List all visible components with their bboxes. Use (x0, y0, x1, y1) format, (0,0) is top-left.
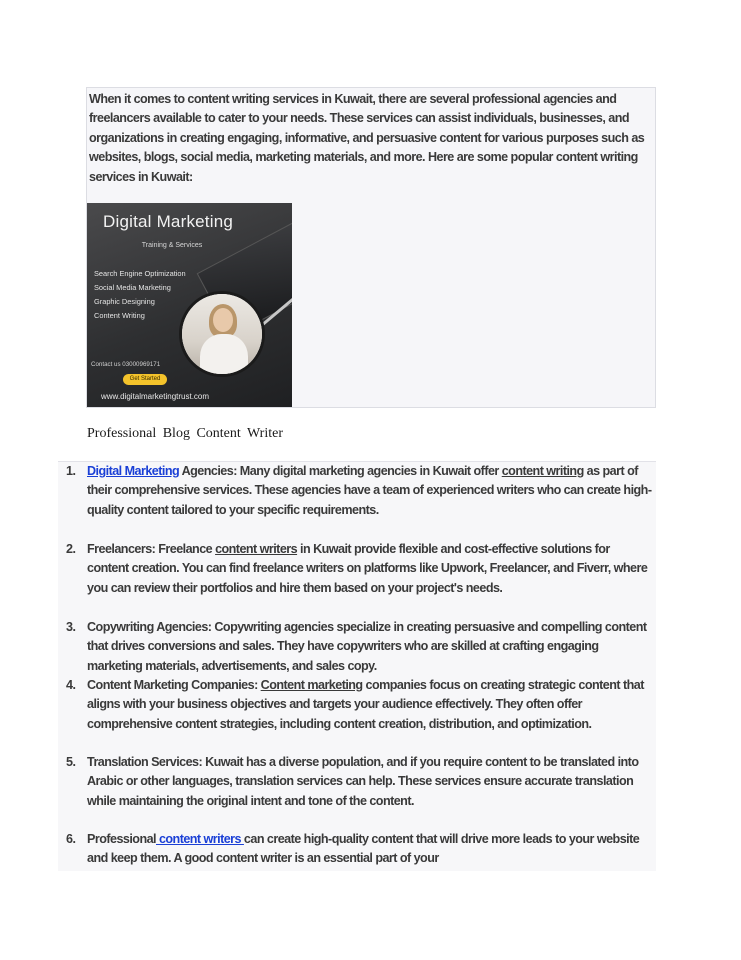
content-marketing-link[interactable]: Content marketing (260, 678, 363, 692)
banner-contact: Contact us 03000969171 (91, 361, 161, 368)
banner-subtitle: Training & Services (141, 242, 203, 249)
list-item-text: Professional content writers can create high-quality content that will drive more leads to your website and keep them. A good content writer is an essential part of your (87, 832, 640, 866)
list-number: 2. (66, 542, 76, 556)
banner-url: www.digitalmarketingtrust.com (101, 392, 210, 401)
list-item-text: Content Marketing Companies: Content marketing companies focus on creating strategic content that aligns with your business objectives and targets your audience effectively. They often offer comprehensive content strategies, including content creation, distribution, and optimization. (87, 678, 644, 731)
banner-service-item: Content Writing (94, 311, 145, 320)
banner-title: Digital Marketing (103, 212, 234, 231)
get-started-button[interactable]: Get Started (123, 374, 167, 385)
person-photo (179, 291, 265, 377)
digital-marketing-link[interactable]: Digital Marketing (87, 464, 180, 478)
intro-paragraph: When it comes to content writing services in Kuwait, there are several professional agencies and freelancers available to cater to your needs. These services can assist individuals, businesses, and organizations in creating engaging, informative, and persuasive content for various purposes such as websites, blogs, social media, marketing materials, and more. Here are some popular content writing services in Kuwait: (89, 92, 645, 184)
banner-services-list (94, 267, 186, 323)
content-writers-link[interactable]: content writers (156, 832, 244, 846)
banner-service-item: Graphic Designing (94, 297, 155, 306)
banner-service-item: Search Engine Optimization (94, 269, 186, 278)
list-item-text: Digital Marketing Agencies: Many digital marketing agencies in Kuwait offer content writing as part of their comprehensive services. These agencies have a team of experienced writers who can create high-quality content tailored to your specific requirements. (87, 464, 652, 517)
list-number: 1. (66, 464, 76, 478)
list-number: 4. (66, 678, 76, 692)
list-number: 6. (66, 832, 76, 846)
image-caption: Professional Blog Content Writer (87, 426, 283, 441)
banner-service-item: Social Media Marketing (94, 283, 171, 292)
list-item-text: Copywriting Agencies: Copywriting agencies specialize in creating persuasive and compelling content that drives conversions and sales. They have copywriters who are skilled at crafting engaging marketing materials, advertisements, and sales copy. (87, 620, 647, 673)
services-list (58, 461, 656, 871)
list-number: 5. (66, 755, 76, 769)
list-item-text: Freelancers: Freelance content writers in Kuwait provide flexible and cost-effective solutions for content creation. You can find freelance writers on platforms like Upwork, Freelancer, and Fiverr, where you can review their portfolios and hire them based on your project's needs. (87, 542, 648, 595)
list-item-text: Translation Services: Kuwait has a diverse population, and if you require content to be translated into Arabic or other languages, translation services can help. These services ensure accurate translation while maintaining the original intent and tone of the content. (87, 755, 639, 808)
content-writers-link[interactable]: content writers (215, 542, 298, 556)
digital-marketing-banner-image (87, 203, 292, 407)
list-number: 3. (66, 620, 76, 634)
intro-section (86, 87, 656, 408)
content-writing-link[interactable]: content writing (501, 464, 584, 478)
